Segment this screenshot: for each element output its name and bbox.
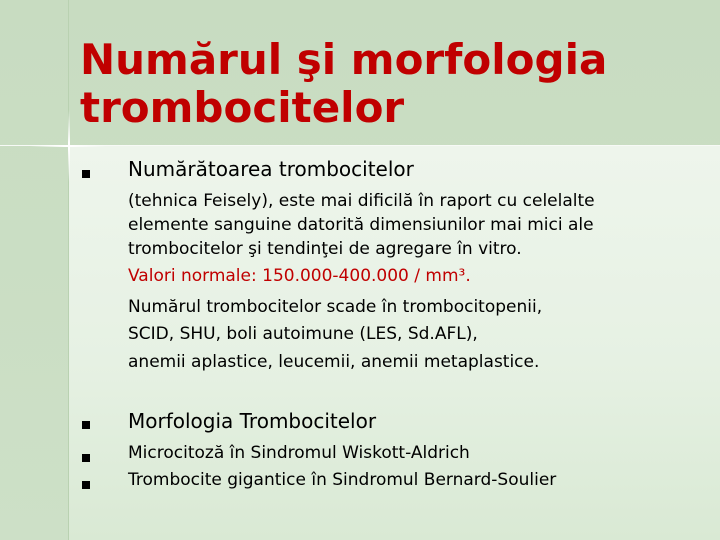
decrease-line: SCID, SHU, boli autoimune (LES, Sd.AFL), [128, 324, 478, 344]
slide-title [80, 36, 700, 132]
bullet-microcytosis: Microcitoză în Sindromul Wiskott-Aldrich [128, 443, 470, 463]
vertical-divider [68, 0, 69, 540]
para-line: elemente sanguine datorită dimensiunilor mai mici ale [128, 215, 594, 235]
title-line-1: Numărul şi morfologia [80, 35, 608, 84]
bullet-heading-morphology: Morfologia Trombocitelor [128, 409, 377, 433]
horizontal-divider [0, 145, 720, 146]
square-bullet-icon [82, 454, 90, 462]
square-bullet-icon [82, 421, 90, 429]
decrease-line: anemii aplastice, leucemii, anemii metaplastice. [128, 352, 540, 372]
square-bullet-icon [82, 170, 90, 178]
cross-highlight-vertical [68, 110, 70, 182]
decrease-line: Numărul trombocitelor scade în trombocitopenii, [128, 297, 543, 317]
para-line: trombocitelor şi tendinţei de agregare în vitro. [128, 239, 522, 259]
bullet-giant-platelets: Trombocite gigantice în Sindromul Bernard-Soulier [128, 470, 557, 490]
title-line-2: trombocitelor [80, 83, 405, 132]
para-line: (tehnica Feisely), este mai dificilă în raport cu celelalte [128, 191, 595, 211]
bullet-heading-count: Numărătoarea trombocitelor [128, 157, 414, 181]
square-bullet-icon [82, 481, 90, 489]
normal-values-text: Valori normale: 150.000-400.000 / mm³. [128, 266, 471, 286]
